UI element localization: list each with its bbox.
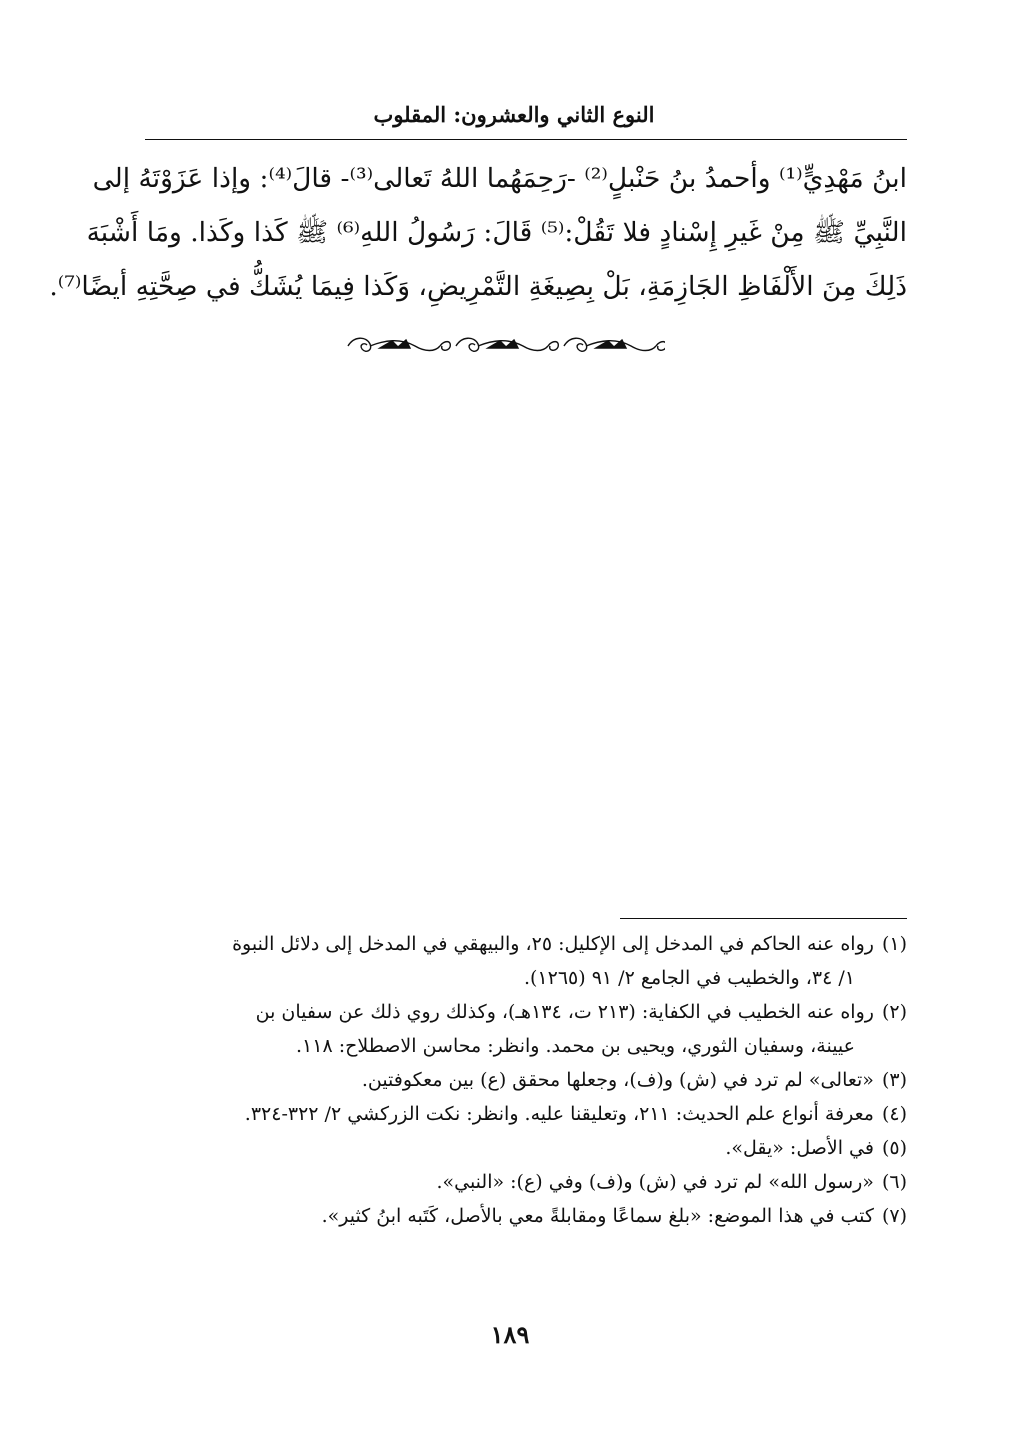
main-text-line: ذَلِكَ مِنَ الأَلْفَاظِ الجَازِمَةِ، بَلْ بِصِيغَةِ التَّمْرِيضِ، وَكَذا فِيمَا يُشَكُّ في صِحَّتِهِ أيضًا⁽⁷⁾. bbox=[49, 271, 907, 302]
footnote-text: «رسول الله» لم ترد في (ش) و(ف) وفي (ع): «النبي». bbox=[436, 1171, 874, 1193]
main-text bbox=[49, 152, 907, 314]
footnote-text: معرفة أنواع علم الحديث: ٢١١، وتعليقنا عليه. وانظر: نكت الزركشي ٢/ ٣٢٢-٣٢٤. bbox=[244, 1103, 874, 1125]
main-text-line: ابنُ مَهْدِيٍّ⁽¹⁾ وأحمدُ بنُ حَنْبلٍ⁽²⁾ -رَحِمَهُما اللهُ تَعالى⁽³⁾- قالَ⁽⁴⁾: وإذا عَزَوْتَهُ إلى bbox=[92, 163, 907, 194]
footnote-number: (٦) bbox=[881, 1171, 907, 1193]
footnote-text: كتب في هذا الموضع: «بلغ سماعًا ومقابلةً معي بالأصل، كَتَبه ابنُ كثير». bbox=[321, 1205, 874, 1227]
footnote-text-continued: ١/ ٣٤، والخطيب في الجامع ٢/ ٩١ (١٢٦٥). bbox=[523, 967, 855, 989]
footnote-number: (٥) bbox=[881, 1137, 907, 1159]
footnote-number: (٢) bbox=[881, 1001, 907, 1023]
footnote-text: رواه عنه الحاكم في المدخل إلى الإكليل: ٢٥، والبيهقي في المدخل إلى دلائل النبوة bbox=[232, 933, 874, 955]
footnote-divider bbox=[620, 918, 907, 919]
main-text-line: النَّبِيِّ ﷺ مِنْ غَيرِ إِسْنادٍ فلا تَقُلْ:⁽⁵⁾ قَالَ: رَسُولُ اللهِ⁽⁶⁾ ﷺ كَذا وكَذا. ومَا أَشْبَهَ bbox=[86, 217, 907, 248]
page-number: ١٨٩ bbox=[490, 1320, 530, 1349]
section-ornament-icon bbox=[340, 332, 665, 360]
footnote-number: (٤) bbox=[881, 1103, 907, 1125]
page-header-title: النوع الثاني والعشرون: المقلوب bbox=[373, 102, 655, 127]
footnote-number: (٧) bbox=[881, 1205, 907, 1227]
footnotes-section bbox=[145, 927, 907, 1233]
footnote-6 bbox=[145, 1165, 907, 1199]
header-divider bbox=[145, 139, 907, 140]
footnote-5 bbox=[145, 1131, 907, 1165]
footnote-4 bbox=[145, 1097, 907, 1131]
footnote-1 bbox=[145, 927, 907, 995]
footnote-7 bbox=[145, 1199, 907, 1233]
footnote-text: في الأصل: «يقل». bbox=[725, 1137, 874, 1159]
footnote-number: (٣) bbox=[881, 1069, 907, 1091]
footnote-3 bbox=[145, 1063, 907, 1097]
footnote-text: «تعالى» لم ترد في (ش) و(ف)، وجعلها محقق (ع) بين معكوفتين. bbox=[361, 1069, 874, 1091]
footnote-number: (١) bbox=[881, 933, 907, 955]
footnote-text-continued: عيينة، وسفيان الثوري، ويحيى بن محمد. وانظر: محاسن الاصطلاح: ١١٨. bbox=[295, 1035, 855, 1057]
footnote-text: رواه عنه الخطيب في الكفاية: (٢١٣ ت، ١٣٤هـ)، وكذلك روي ذلك عن سفيان بن bbox=[255, 1001, 874, 1023]
footnote-2 bbox=[145, 995, 907, 1063]
